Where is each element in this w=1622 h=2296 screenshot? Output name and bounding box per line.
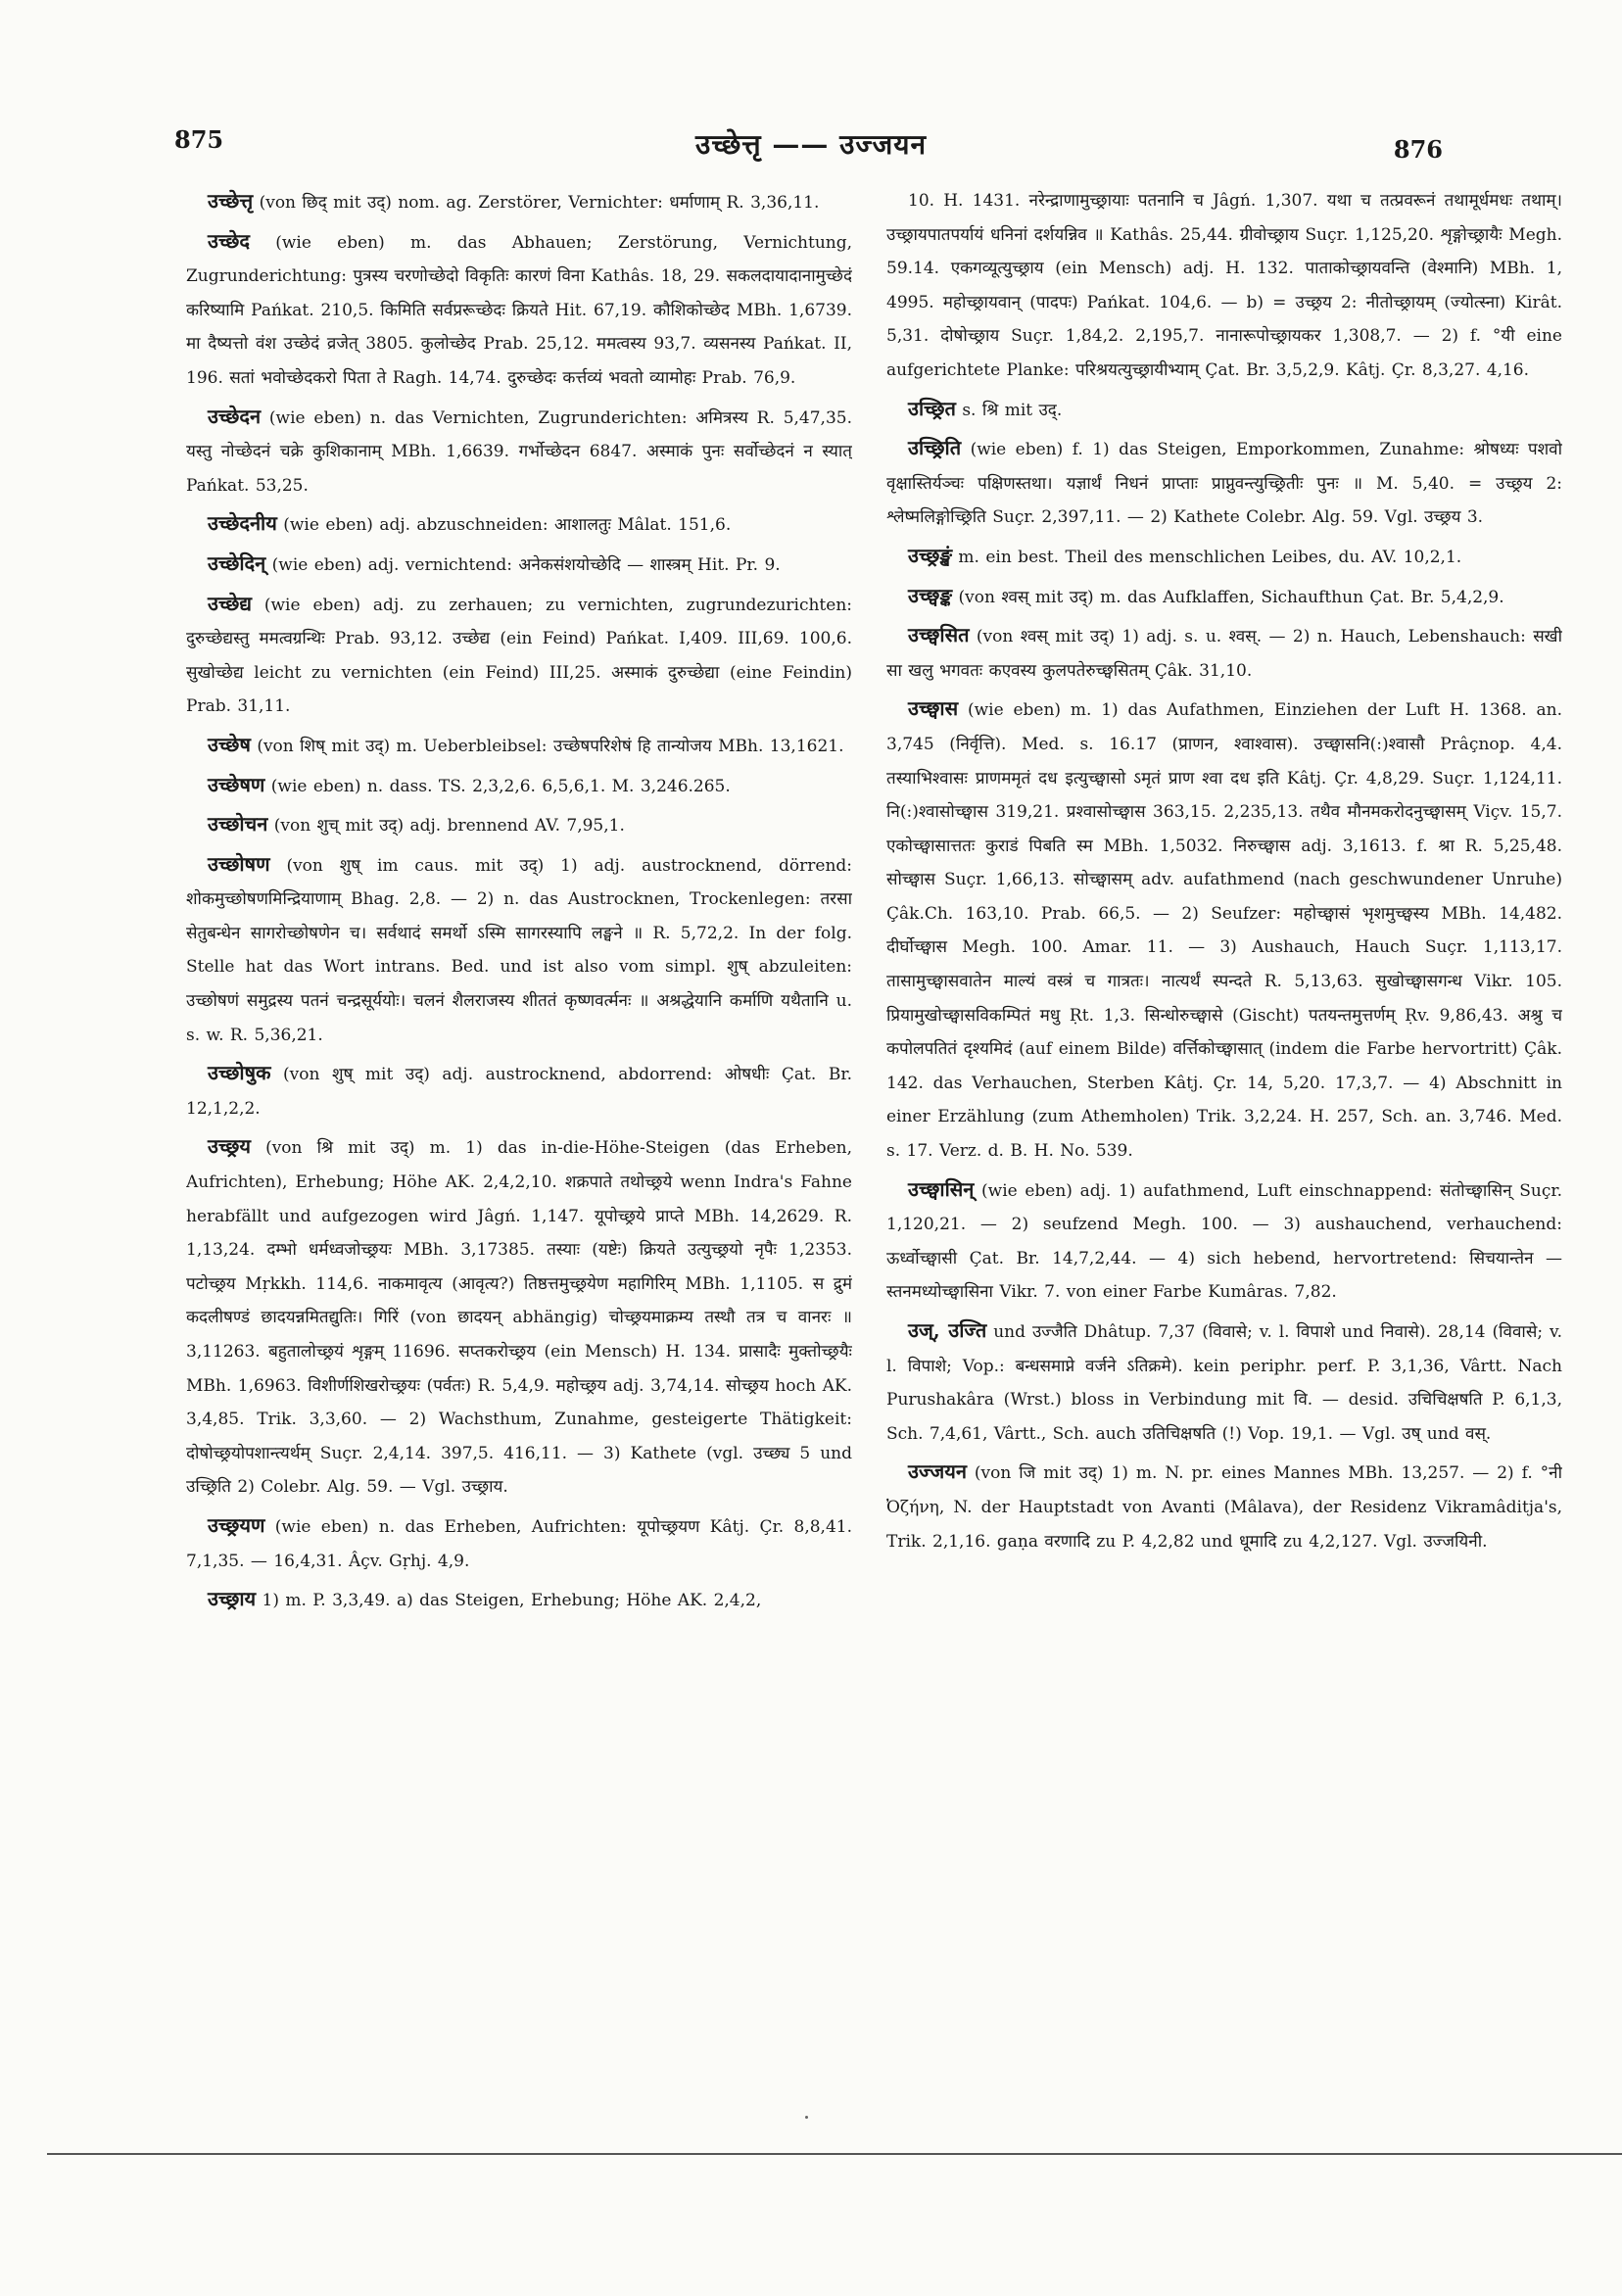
entry-text: (von शिष् mit उद्) m. Ueberbleibsel: उच्छेषपरिशेषं हि तान्योजय MBh. 13,1621.	[257, 736, 844, 756]
entry-text: (von श्वस् mit उद्) 1) adj. s. u. श्वस्. — 2) n. Hauch, Lebenshauch: सखी सा खलु भगवतः कएवस्य कुलपतेरुच्छ्वसितम् Çâk. 31,10.	[886, 627, 1562, 681]
entry-headword: उच्छोचन	[208, 812, 268, 837]
left-column	[186, 184, 852, 2104]
dictionary-entry	[886, 431, 1562, 535]
entry-headword: उच्छेदनीय	[208, 511, 277, 536]
dictionary-entry	[186, 1056, 852, 1125]
dictionary-entry	[886, 692, 1562, 1168]
entry-text: (wie eben) n. das Erheben, Aufrichten: यूपोच्छ्रयण Kâtj. Çr. 8,8,41. 7,1,35. — 16,4,31. Âçv. Gṛhj. 4,9.	[186, 1516, 852, 1571]
entry-headword: उज्जयन	[908, 1459, 967, 1484]
entry-text: m. ein best. Theil des menschlichen Leibes, du. AV. 10,2,1.	[958, 547, 1462, 567]
entry-text: (von छिद् mit उद्) nom. ag. Zerstörer, Vernichter: धर्माणाम् R. 3,36,11.	[259, 193, 820, 213]
entry-headword: उच्छ्रित	[908, 396, 956, 420]
dictionary-entry	[886, 184, 1562, 388]
entry-text: (von जि mit उद्) 1) m. N. pr. eines Mannes MBh. 13,257. — 2) f. °नी Ὀζήνη, N. der Hauptstadt von Avanti (Mâlava), der Residenz Vikramâditja's, Trik. 2,1,16. gaṇa वरणादि zu P. 4,2,82 und धूमादि zu 4,2,127. Vgl. उज्जयिनी.	[886, 1463, 1562, 1552]
dictionary-entry	[186, 1582, 852, 1618]
dictionary-entry	[886, 539, 1562, 575]
dictionary-entry	[186, 728, 852, 764]
dictionary-entry	[186, 587, 852, 724]
entry-text: s. श्रि mit उद्.	[962, 400, 1063, 420]
entry-headword: उच्छ्रयण	[208, 1512, 265, 1537]
dictionary-entry	[186, 807, 852, 843]
dictionary-entry	[886, 392, 1562, 428]
entry-text: (wie eben) f. 1) das Steigen, Emporkommen, Zunahme: श्रोषध्यः पशवो वृक्षास्तिर्यञ्चः पक्षिणस्तथा। यज्ञार्थं निधनं प्राप्ताः प्राप्नुवन्त्युच्छ्रितीः पुनः ॥ M. 5,40. = उच्छ्रय 2: श्लेष्मलिङ्गोच्छ्रिति Suçr. 2,397,11. — 2) Kathete Colebr. Alg. 59. Vgl. उच्छ्रय 3.	[886, 440, 1562, 528]
entry-headword: उच्छ्रय	[208, 1134, 251, 1159]
page-mark	[805, 2116, 808, 2119]
entry-text: (von शुच् mit उद्) adj. brennend AV. 7,95,1.	[273, 816, 625, 837]
entry-headword: उच्छेष	[208, 732, 251, 756]
entry-headword: उच्छेषण	[208, 772, 265, 796]
dictionary-entry	[186, 506, 852, 543]
entry-headword: उच्छेद	[208, 228, 250, 253]
entry-headword: उच्छेत्तृ	[208, 189, 254, 213]
entry-text: und उज्जैति Dhâtup. 7,37 (विवासे; v. l. विपाशे und निवासे). 28,14 (विवासे; v. l. विपाशे; Vop.: बन्धसमाप्ने वर्जने ऽतिक्रमे). kein periphr. perf. P. 3,1,36, Vârtt. Nach Purushakâra (Wrst.) bloss in Verbindung mit वि. — desid. उचिचिक्षषति P. 6,1,3, Sch. 7,4,61, Vârtt., Sch. auch उतिचिक्षषति (!) Vop. 19,1. — Vgl. उष् und वस्.	[886, 1322, 1562, 1444]
entry-headword: उच्छोषुक	[208, 1061, 271, 1085]
entry-text: (wie eben) m. 1) das Aufathmen, Einziehen der Luft H. 1368. an. 3,745 (निर्वृत्ति). Med. s. 16.17 (प्राणन, श्वाश्वास). उच्छ्वासनि(:)श्वासौ Prâçnop. 4,4. तस्याभिश्वासः प्राणममृतं दध इत्युच्छ्वासो ऽमृतं प्राण श्वा दध इति Kâtj. Çr. 4,8,29. Suçr. 1,124,11. नि(:)श्वासोच्छ्वास 319,21. प्रश्वासोच्छ्वास 363,15. 2,235,13. तथैव मौनमकरोदनुच्छ्वासम् Viçv. 15,7. एकोच्छ्वासात्ततः कुराडं पिबति स्म MBh. 1,5032. निरुच्छ्वास adj. 3,1613. f. श्रा R. 5,25,48. सोच्छ्वास Suçr. 1,66,13. सोच्छ्वासम् adv. aufathmend (nach geschwundener Unruhe) Çâk.Ch. 163,10. Prab. 66,5. — 2) Seufzer: महोच्छ्वासं भृशमुच्छ्वस्य MBh. 14,482. दीर्घोच्छ्वास Megh. 100. Amar. 11. — 3) Aushauch, Hauch Suçr. 1,113,17. तासामुच्छ्वासवातेन माल्यं वस्त्रं च गात्रतः। नात्यर्थं स्पन्दते R. 5,13,63. सुखोच्छ्वासगन्ध Vikr. 105. प्रियामुखोच्छ्वासविकम्पितं मधु Ṛt. 1,3. सिन्धोरुच्छ्वासे (Gischt) पतयन्तमुत्तर्णम् Ṛv. 9,86,43. अश्रु च कपोलपतितं दृश्यमिदं (auf einem Bilde) वर्त्तिकोच्छ्वासात् (indem die Farbe hervortritt) Çâk. 142. das Verhauchen, Sterben Kâtj. Çr. 14, 5,20. 17,3,7. — 4) Abschnitt in einer Erzählung (zum Athemholen) Trik. 3,2,24. H. 257, Sch. an. 3,746. Med. s. 17. Verz. d. B. H. No. 539.	[886, 700, 1562, 1162]
entry-text: (wie eben) adj. vernichtend: अनेकसंशयोच्छेदि — शास्त्रम् Hit. Pr. 9.	[271, 554, 781, 575]
dictionary-entry	[886, 1314, 1562, 1451]
entry-text: (wie eben) adj. zu zerhauen; zu vernichten, zugrundezurichten: दुरुच्छेद्यस्तु ममत्वग्रन्थिः Prab. 93,12. उच्छेद्य (ein Feind) Pańkat. I,409. III,69. 100,6. सुखोच्छेद्य leicht zu vernichten (ein Feind) III,25. अस्माकं दुरुच्छेद्या (eine Feindin) Prab. 31,11.	[186, 595, 852, 717]
dictionary-entry	[186, 768, 852, 804]
entry-headword: उच्छ्रिति	[908, 436, 962, 460]
page-header	[0, 0, 1622, 176]
entry-text: (wie eben) adj. 1) aufathmend, Luft einschnappend: संतोच्छ्वासिन् Suçr. 1,120,21. — 2) seufzend Megh. 100. — 3) aushauchend, verhauchend: ऊर्ध्वोच्छ्वासी Çat. Br. 14,7,2,44. — 4) sich hebend, hervortretend: सिचयान्तेन — स्तनमध्योच्छ्वासिना Vikr. 7. von einer Farbe Kumâras. 7,82.	[886, 1180, 1562, 1303]
entry-headword: उच्छेदन	[208, 404, 262, 428]
dictionary-entry	[186, 1129, 852, 1505]
dictionary-entry	[186, 184, 852, 220]
entry-text: (von शुष् im caus. mit उद्) 1) adj. austrocknend, dörrend: शोकमुच्छोषणमिन्द्रियाणाम् Bhag. 2,8. — 2) n. das Austrocknen, Trockenlegen: तरसा सेतुबन्धेन सागरोच्छोषणेन च। सर्वथादं समर्थो ऽस्मि सागरस्यापि लङ्घने ॥ R. 5,72,2. In der folg. Stelle hat das Wort intrans. Bed. und ist also vom simpl. शुष् abzuleiten: उच्छोषणं समुद्रस्य पतनं चन्द्रसूर्ययोः। चलनं शैलराजस्य शीततं कृष्णवर्त्मनः ॥ अश्रद्धेयानि कर्माणि यथैतानि u. s. w. R. 5,36,21.	[186, 855, 852, 1045]
entry-text: (von शुष् mit उद्) adj. austrocknend, abdorrend: ओषधीः Çat. Br. 12,1,2,2.	[186, 1065, 852, 1119]
page-number-right: 876	[1393, 135, 1443, 164]
entry-headword: उच्छ्वास	[908, 696, 959, 721]
dictionary-entry	[186, 1508, 852, 1578]
entry-headword: उच्छेद्य	[208, 591, 252, 615]
entry-text: (von श्रि mit उद्) m. 1) das in-die-Höhe-Steigen (das Erheben, Aufrichten), Erhebung; Höhe AK. 2,4,2,10. शक्रपाते तथोच्छ्रये wenn Indra's Fahne herabfällt und aufgezogen wird Jâgń. 1,147. यूपोच्छ्रये प्राप्ते MBh. 14,2629. R. 1,13,24. दम्भो धर्मध्वजोच्छ्रयः MBh. 3,17385. तस्याः (यष्टेः) क्रियते उत्युच्छ्रयो नृपैः 1,2353. पटोच्छ्रय Mṛkkh. 114,6. नाकमावृत्य (आवृत्य?) तिष्ठत्तमुच्छ्रयेण महागिरिम् MBh. 1,1105. स द्रुमं कदलीषण्डं छादयन्नमितद्युतिः। गिरिं (von छादयन् abhängig) चोच्छ्रयमाक्रम्य तस्थौ तत्र च वानरः ॥ 3,11263. बहुतालोच्छ्रयं शृङ्गम् 11696. सप्तकरोच्छ्रय (ein Mensch) H. 134. प्रासादैः मुक्तोच्छ्रयैः MBh. 1,6963. विशीर्णशिखरोच्छ्रयः (पर्वतः) R. 5,4,9. महोच्छ्रय adj. 3,74,14. सोच्छ्रय hoch AK. 3,4,85. Trik. 3,3,60. — 2) Wachsthum, Zunahme, gesteigerte Thätigkeit: दोषोच्छ्रयोपशान्त्यर्थम् Suçr. 2,4,14. 397,5. 416,11. — 3) Kathete (vgl. उच्छ्य 5 und उच्छ्रिति 2) Colebr. Alg. 59. — Vgl. उच्छ्राय.	[186, 1138, 852, 1498]
dictionary-columns	[0, 184, 1622, 2104]
page-number-left: 875	[174, 125, 224, 154]
entry-headword: उच्छ्रङ्खं	[908, 543, 952, 567]
entry-headword: उज्, उज्ति	[908, 1318, 987, 1342]
dictionary-entry	[886, 618, 1562, 688]
entry-headword: उच्छ्वङ्क	[908, 583, 953, 607]
entry-headword: उच्छोषण	[208, 851, 270, 876]
entry-text: (wie eben) n. dass. TS. 2,3,2,6. 6,5,6,1. M. 3,246.265.	[270, 776, 731, 796]
entry-headword: उच्छ्वसित	[908, 623, 970, 647]
entry-text: 1) m. P. 3,3,49. a) das Steigen, Erhebung; Höhe AK. 2,4,2,	[262, 1591, 762, 1611]
dictionary-entry	[886, 579, 1562, 615]
entry-headword: उच्छेदिन्	[208, 550, 266, 575]
dictionary-entry	[186, 847, 852, 1053]
dictionary-entry	[186, 547, 852, 583]
entry-text: (von श्वस् mit उद्) m. das Aufklaffen, Sichaufthun Çat. Br. 5,4,2,9.	[958, 587, 1504, 607]
entry-text: 10. H. 1431. नरेन्द्राणामुच्छ्रायाः पतनानि च Jâgń. 1,307. यथा च तत्प्रवरूनं तथामूर्धमधः तथाम्। उच्छ्रायपातपर्यायं धनिनां दर्शयन्निव ॥ Kathâs. 25,44. ग्रीवोच्छ्राय Suçr. 1,125,20. शृङ्गोच्छ्रायैः Megh. 59.14. एकगव्यूत्युच्छ्राय (ein Mensch) adj. H. 132. पाताकोच्छ्रायवन्ति (वेश्मानि) MBh. 1, 4995. महोच्छ्रायवान् (पादपः) Pańkat. 104,6. — b) = उच्छ्रय 2: नीतोच्छ्रायम् (ज्योत्स्ना) Kirât. 5,31. दोषोच्छ्राय Suçr. 1,84,2. 2,195,7. नानारूपोच्छ्रायकर 1,308,7. — 2) f. °यी eine aufgerichtete Planke: परिश्रयत्युच्छ्रायीभ्याम् Çat. Br. 3,5,2,9. Kâtj. Çr. 8,3,27. 4,16.	[886, 191, 1562, 380]
entry-headword: उच्छ्राय	[208, 1587, 257, 1611]
running-head: उच्छेत्तृ —— उज्जयन	[694, 128, 928, 161]
dictionary-entry	[886, 1455, 1562, 1558]
entry-headword: उच्छ्वासिन्	[908, 1176, 975, 1201]
entry-text: (wie eben) n. das Vernichten, Zugrunderichten: अमित्रस्य R. 5,47,35. यस्तु नोच्छेदनं चक्रे कुशिकानाम् MBh. 1,6639. गर्भोच्छेदन 6847. अस्माकं पुनः सर्वोच्छेदनं न स्यात् Pańkat. 53,25.	[186, 407, 852, 496]
entry-text: (wie eben) m. das Abhauen; Zerstörung, Vernichtung, Zugrunderichtung: पुत्रस्य चरणोच्छेदो विकृतिः कारणं विना Kathâs. 18, 29. सकलदायादानामुच्छेदं करिष्यामि Pańkat. 210,5. किमिति सर्वप्ररूच्छेदः क्रियते Hit. 67,19. कौशिकोच्छेद MBh. 1,6739. मा दैष्यत्तो वंश उच्छेदं व्रजेत् 3805. कुलोच्छेद Prab. 25,12. ममत्वस्य 93,7. व्यसनस्य Pańkat. II, 196. सतां भवोच्छेदकरो पिता ते Ragh. 14,74. दुरुच्छेदः कर्त्तव्यं भवतो व्यामोहः Prab. 76,9.	[186, 232, 852, 388]
right-column	[886, 184, 1562, 2104]
entry-text: (wie eben) adj. abzuschneiden: आशालतुः Mâlat. 151,6.	[283, 515, 732, 536]
dictionary-entry	[886, 1172, 1562, 1310]
dictionary-entry	[186, 400, 852, 503]
bottom-rule	[47, 2153, 1622, 2155]
dictionary-entry	[186, 224, 852, 396]
